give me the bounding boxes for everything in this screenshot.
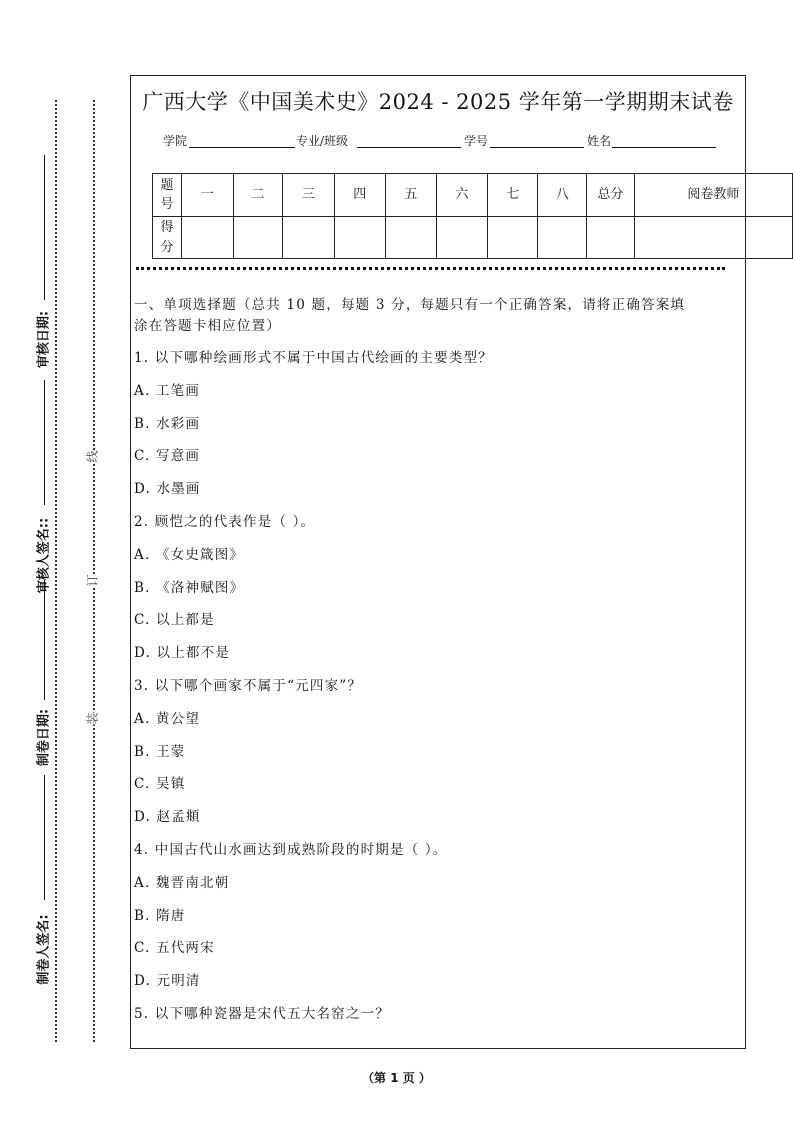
question: 3. 以下哪个画家不属于“元四家”？: [134, 678, 363, 694]
question: 4. 中国古代山水画达到成熟阶段的时期是（ ）。: [134, 842, 448, 858]
score-cell[interactable]: [334, 217, 385, 259]
separator: [136, 267, 725, 270]
bind-mark: 装: [85, 712, 100, 725]
section-heading: 一、单项选择题（总共 10 题，每题 3 分，每题只有一个正确答案，请将正确答案填: [134, 297, 686, 313]
score-cell[interactable]: [487, 217, 538, 259]
student-id-field[interactable]: [490, 133, 584, 148]
score-cell[interactable]: [283, 217, 335, 259]
major-label: 专业/班级: [296, 134, 349, 148]
score-cell[interactable]: [634, 217, 792, 259]
score-table: [152, 173, 793, 259]
college-field[interactable]: [189, 133, 295, 148]
signature-line: [44, 580, 45, 700]
header-cell: 一: [181, 174, 233, 217]
college-label: 学院: [163, 134, 188, 148]
table-row: [153, 217, 793, 259]
option[interactable]: A. 工笔画: [134, 382, 201, 399]
header-cell: 题 号: [153, 174, 182, 217]
name-field[interactable]: [612, 133, 716, 148]
header-cell: 五: [385, 174, 437, 217]
option[interactable]: A. 《女史箴图》: [134, 546, 245, 563]
maker-label: 制卷人签名:: [36, 914, 52, 985]
option[interactable]: C. 写意画: [134, 448, 201, 465]
option[interactable]: C. 吴镇: [134, 776, 186, 793]
header-cell: 阅卷教师: [634, 174, 792, 217]
order-mark: 订: [85, 574, 100, 587]
option[interactable]: B. 水彩画: [134, 415, 201, 432]
option[interactable]: B. 王蒙: [134, 743, 186, 760]
question: 2. 顾恺之的代表作是（ ）。: [134, 514, 316, 530]
name-label: 姓名: [587, 134, 612, 148]
signature-line: [44, 155, 45, 300]
option[interactable]: A. 黄公望: [134, 710, 201, 727]
student-id-label: 学号: [464, 134, 489, 148]
signature-line: [44, 380, 45, 505]
major-field[interactable]: [357, 133, 461, 148]
option[interactable]: A. 魏晋南北朝: [134, 874, 230, 891]
table-row: [153, 174, 793, 217]
score-cell[interactable]: [233, 217, 283, 259]
header-cell: 六: [437, 174, 488, 217]
section-heading: 涂在答题卡相应位置）: [134, 318, 281, 334]
option[interactable]: D. 水墨画: [134, 481, 201, 498]
option[interactable]: D. 元明清: [134, 973, 201, 990]
option[interactable]: C. 以上都是: [134, 612, 215, 629]
page-title: 广西大学《中国美术史》2024 - 2025 学年第一学期期末试卷: [142, 90, 734, 114]
header-cell: 二: [233, 174, 283, 217]
page-number: （第 1 页 ）: [362, 1071, 431, 1085]
option[interactable]: B. 《洛神赋图》: [134, 579, 245, 596]
make-date-label: 制卷日期:: [36, 708, 52, 767]
score-cell[interactable]: [181, 217, 233, 259]
line-mark: 线: [85, 450, 100, 463]
header-cell: 总分: [587, 174, 635, 217]
signature-line: [44, 775, 45, 900]
question: 5. 以下哪种瓷器是宋代五大名窑之一？: [134, 1006, 390, 1022]
header-cell: 四: [334, 174, 385, 217]
row-label: 得 分: [153, 217, 182, 259]
binding-line: [93, 100, 95, 1042]
question: 1. 以下哪种绘画形式不属于中国古代绘画的主要类型？: [134, 350, 493, 366]
option[interactable]: C. 五代两宋: [134, 940, 215, 957]
review-date-label: 审核日期:: [36, 310, 52, 369]
header-cell: 八: [538, 174, 587, 217]
score-cell[interactable]: [587, 217, 635, 259]
cut-line: [55, 100, 57, 1042]
header-cell: 七: [487, 174, 538, 217]
header-cell: 三: [283, 174, 335, 217]
option[interactable]: D. 赵孟頫: [134, 809, 201, 826]
score-cell[interactable]: [385, 217, 437, 259]
score-cell[interactable]: [437, 217, 488, 259]
option[interactable]: D. 以上都不是: [134, 645, 231, 662]
reviewer-label: 审核人签名::: [36, 517, 52, 594]
score-cell[interactable]: [538, 217, 587, 259]
option[interactable]: B. 隋唐: [134, 907, 186, 924]
